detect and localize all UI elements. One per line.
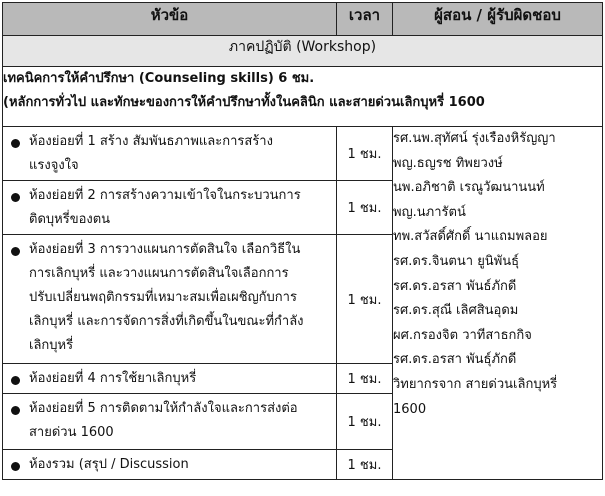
header-topic: หัวข้อ <box>3 3 337 36</box>
session-topic: ห้องย่อยที่ 4 การใช้ยาเลิกบุหรี่ <box>3 364 337 394</box>
speaker-name: พญ.ธญรช ทิพยวงษ์ <box>393 155 503 171</box>
session-topic: ห้องย่อยที่ 2 การสร้างความเข้าใจในกระบวนการ ติดบุหรี่ของตน <box>3 181 337 235</box>
bullet-icon <box>11 247 20 256</box>
session-duration: 1 ชม. <box>337 127 393 181</box>
speaker-name: รศ.นพ.สุทัศน์ รุ่งเรืองหิรัญญา <box>393 131 556 146</box>
session-duration: 1 ชม. <box>337 450 393 480</box>
session-topic: ห้องย่อยที่ 3 การวางแผนการตัดสินใจ เลือกวิธีใน การเลิกบุหรี่ และวางแผนการตัดสินใจเลือกการ ปรับเปลี่ยนพฤติกรรมที่เหมาะสมเพื่อเผชิญกับการ เลิกบุหรี่ และการจัดการสิ่งที่เกิดขึ้นในขณะที่กำลัง เลิกบุหรี่ <box>3 235 337 364</box>
speaker-name: ทพ.สวัสดิ์ศักดิ์ นาแถมพลอย <box>393 229 548 245</box>
speaker-name: ผศ.กรองจิต วาทีสาธกกิจ <box>393 327 532 343</box>
bullet-icon <box>11 376 20 385</box>
session-duration: 1 ชม. <box>337 394 393 450</box>
topic-cell <box>3 67 603 127</box>
speaker-list <box>393 127 603 480</box>
topic-description: (หลักการทั่วไป และทักษะของการให้คำปรึกษาทั้งในคลินิก และสายด่วนเลิกบุหรี่ 1600 <box>3 95 485 110</box>
speaker-name: รศ.ดร.จินตนา ยูนิพันธุ์ <box>393 253 520 269</box>
session-topic: ห้องย่อยที่ 1 สร้าง สัมพันธภาพและการสร้าง แรงจูงใจ <box>3 127 337 181</box>
speaker-name: 1600 <box>393 401 427 417</box>
session-topic: ห้องย่อยที่ 5 การติดตามให้กำลังใจและการส่งต่อ สายด่วน 1600 <box>3 394 337 450</box>
speaker-name: วิทยากรจาก สายด่วนเลิกบุหรี่ <box>393 376 558 392</box>
speaker-name: รศ.ดร.สุณี เลิศสินอุดม <box>393 303 519 319</box>
topic-row <box>3 67 603 127</box>
speaker-name: พญ.นภารัตน์ <box>393 204 466 220</box>
speaker-name: รศ.ดร.อรสา พันธ์ภักดี <box>393 278 517 294</box>
session-duration: 1 ชม. <box>337 235 393 364</box>
section-row <box>3 36 603 67</box>
table-row <box>3 127 603 181</box>
session-topic: ห้องรวม (สรุป / Discussion <box>3 450 337 480</box>
speaker-name: รศ.ดร.อรสา พันธุ์ภักดี <box>393 352 517 368</box>
bullet-icon <box>11 139 20 148</box>
bullet-icon <box>11 406 20 415</box>
header-speaker: ผู้สอน / ผู้รับผิดชอบ <box>393 3 603 36</box>
header-duration: เวลา <box>337 3 393 36</box>
speaker-name: นพ.อภิชาติ เรณูวัฒนานนท์ <box>393 180 545 196</box>
schedule-table <box>2 2 603 480</box>
session-duration: 1 ชม. <box>337 181 393 235</box>
topic-title: เทคนิคการให้คำปรึกษา (Counseling skills) 6 ชม. <box>3 71 315 86</box>
section-title: ภาคปฏิบัติ (Workshop) <box>3 36 603 67</box>
bullet-icon <box>11 462 20 471</box>
bullet-icon <box>11 193 20 202</box>
session-duration: 1 ชม. <box>337 364 393 394</box>
table-header-row <box>3 3 603 36</box>
